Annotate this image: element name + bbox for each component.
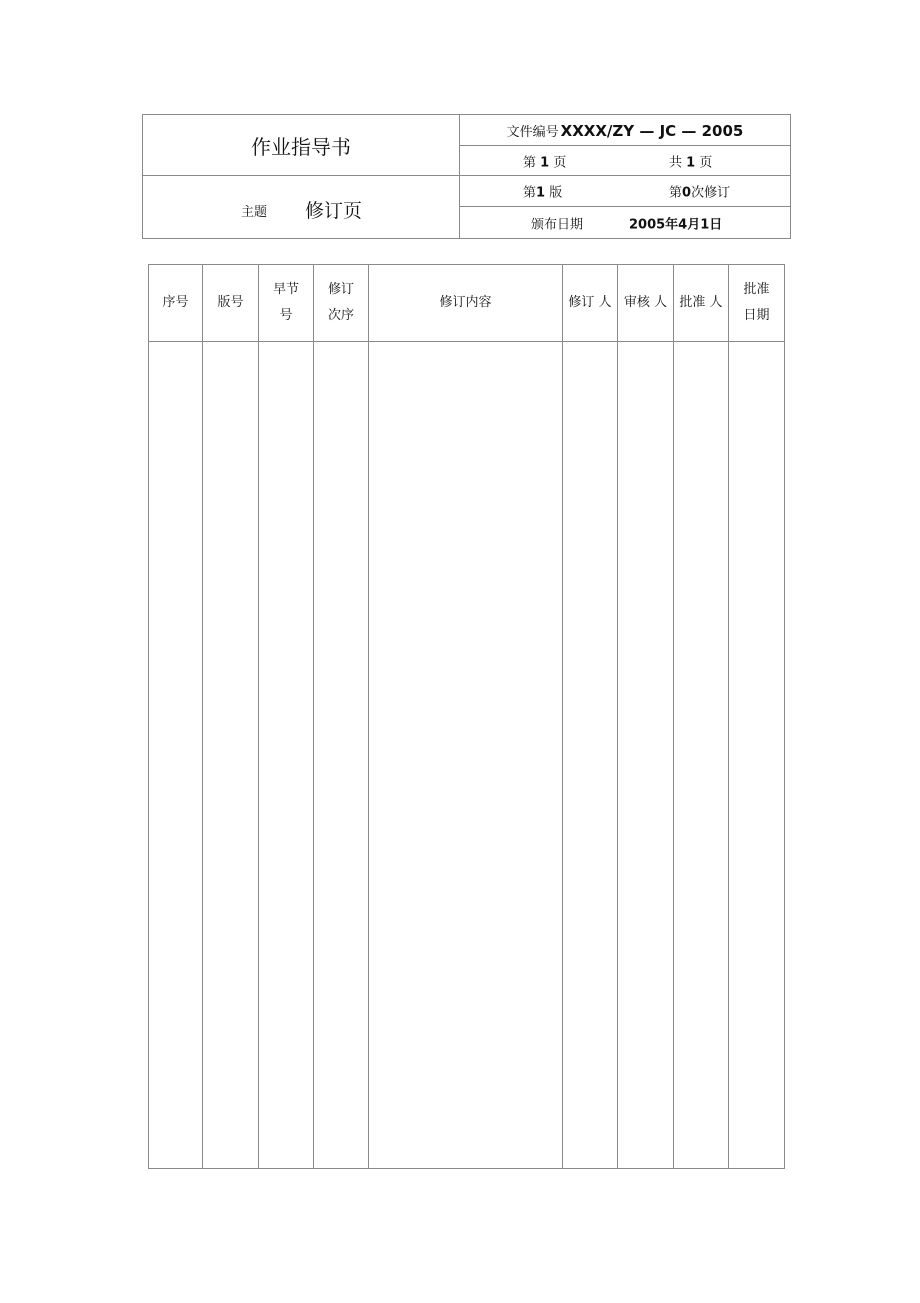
table-cell-approver <box>674 342 729 1169</box>
document-number-label: 文件编号 <box>506 124 559 140</box>
column-header-reviser: 修订 人 <box>563 265 618 342</box>
edition-cell <box>460 176 791 207</box>
table-cell-revision-order <box>314 342 369 1169</box>
document-title: 作业指导书 <box>143 115 460 176</box>
subject-value: 修订页 <box>305 200 363 222</box>
table-cell-section-number <box>259 342 314 1169</box>
subject-label: 主题 <box>241 205 268 220</box>
edition-number: 第1 版 <box>523 185 563 201</box>
column-header-section-number: 早节 号 <box>259 265 314 342</box>
subject-cell <box>143 176 460 239</box>
page-number: 第 1 页 <box>523 155 567 170</box>
table-cell-reviewer <box>618 342 674 1169</box>
document-number-cell <box>460 115 791 146</box>
issue-date: 2005年4月1日 <box>629 217 723 232</box>
page-info-cell <box>460 146 791 176</box>
table-cell-edition-number <box>203 342 259 1169</box>
revision-record-table <box>148 264 785 1169</box>
column-header-serial-number: 序号 <box>149 265 203 342</box>
table-cell-serial-number <box>149 342 203 1169</box>
column-header-edition-number: 版号 <box>203 265 259 342</box>
table-cell-revision-content <box>369 342 563 1169</box>
column-header-reviewer: 审核 人 <box>618 265 674 342</box>
revision-count: 第0次修订 <box>669 185 731 201</box>
total-pages: 共 1 页 <box>669 155 713 170</box>
column-header-revision-content: 修订内容 <box>369 265 563 342</box>
document-header-table <box>142 114 791 239</box>
table-row <box>149 342 785 1169</box>
column-header-approval-date: 批准 日期 <box>729 265 785 342</box>
issue-date-cell <box>460 207 791 239</box>
issue-date-label: 颁布日期 <box>531 217 584 232</box>
document-number: XXXX/ZY — JC — 2005 <box>560 121 744 140</box>
table-cell-reviser <box>563 342 618 1169</box>
table-cell-approval-date <box>729 342 785 1169</box>
column-header-approver: 批准 人 <box>674 265 729 342</box>
column-header-revision-order: 修订 次序 <box>314 265 369 342</box>
